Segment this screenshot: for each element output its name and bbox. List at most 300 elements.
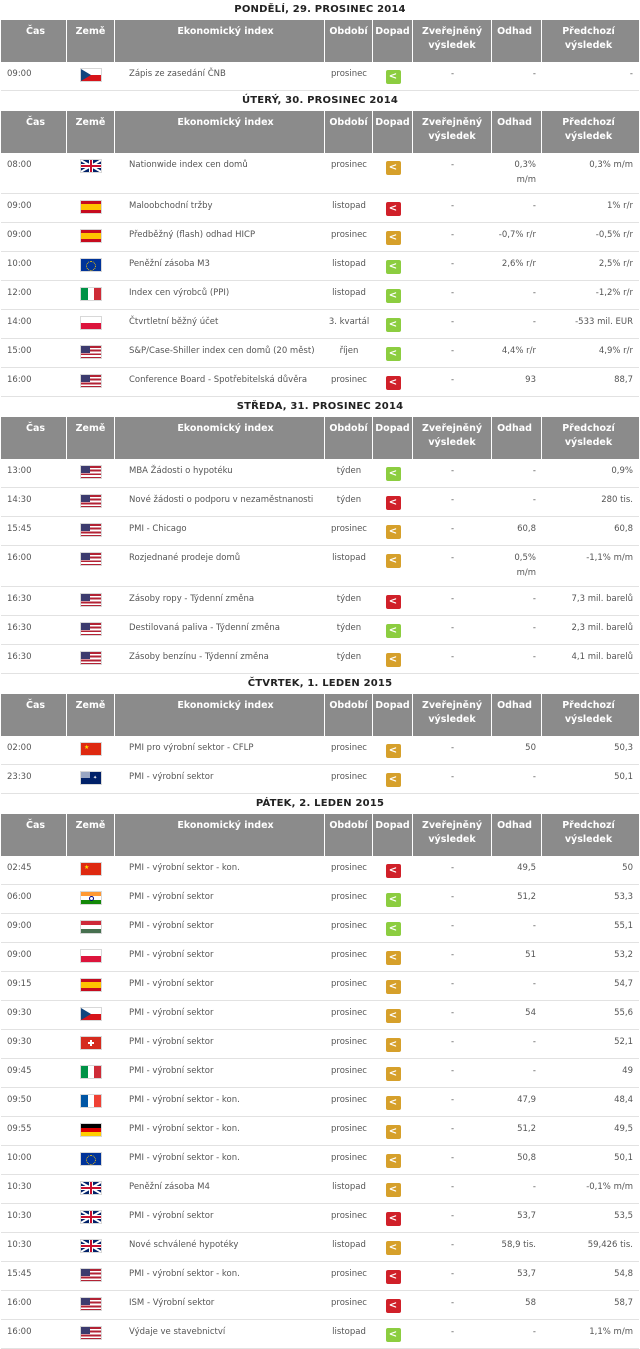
previous-value: 4,1 mil. barelů: [571, 652, 633, 662]
event-time: 09:00: [7, 201, 32, 211]
indicator-name: Zápis ze zasedání ČNB: [129, 69, 226, 79]
country-cell: [67, 1233, 115, 1261]
indicator-name: Rozjednané prodeje domů: [129, 553, 241, 563]
header-time: Čas: [1, 814, 67, 856]
table-row[interactable]: [1, 1262, 639, 1291]
header-previous: Předchozí výsledek: [562, 117, 615, 142]
country-cell: [67, 194, 115, 222]
impact-cell: [373, 1204, 413, 1232]
country-cell: [67, 459, 115, 487]
flag-us-icon: [80, 374, 102, 388]
impact-cell: [373, 194, 413, 222]
indicator-name: PMI - výrobní sektor: [129, 892, 214, 902]
actual-value: -: [450, 259, 455, 269]
impact-low-icon: <: [386, 347, 401, 361]
period: týden: [336, 495, 362, 505]
event-time: 09:15: [7, 979, 32, 989]
flag-gb-icon: [80, 1181, 102, 1195]
estimate-value: 47,9: [517, 1095, 536, 1105]
country-cell: [67, 1146, 115, 1174]
indicator-name: PMI - výrobní sektor - kon.: [129, 1124, 240, 1134]
impact-cell: [373, 1320, 413, 1348]
impact-medium-icon: <: [386, 1096, 401, 1110]
estimate-value: 0,3% m/m: [514, 160, 536, 185]
table-row[interactable]: [1, 587, 639, 616]
table-row[interactable]: [1, 1320, 639, 1349]
period: listopad: [332, 553, 366, 563]
event-time: 16:00: [7, 1327, 32, 1337]
period: týden: [336, 594, 362, 604]
impact-cell: [373, 459, 413, 487]
flag-de-icon: [80, 1123, 102, 1137]
actual-value: -: [450, 375, 455, 385]
impact-medium-icon: <: [386, 980, 401, 994]
previous-value: 50,1: [614, 1153, 633, 1163]
actual-value: -: [450, 553, 455, 563]
actual-value: -: [450, 201, 455, 211]
estimate-value: 58,9 tis.: [501, 1240, 536, 1250]
estimate-value: 53,7: [517, 1269, 536, 1279]
table-row[interactable]: [1, 546, 639, 587]
impact-cell: [373, 856, 413, 884]
table-row[interactable]: [1, 736, 639, 765]
previous-value: 60,8: [614, 524, 633, 534]
indicator-name: PMI - výrobní sektor - kon.: [129, 1153, 240, 1163]
table-row[interactable]: [1, 645, 639, 674]
table-row[interactable]: [1, 972, 639, 1001]
actual-value: -: [450, 1066, 455, 1076]
period: prosinec: [331, 921, 367, 931]
table-row[interactable]: [1, 1059, 639, 1088]
actual-value: -: [450, 1240, 455, 1250]
impact-medium-icon: <: [386, 1183, 401, 1197]
table-row[interactable]: [1, 1175, 639, 1204]
impact-low-icon: <: [386, 1328, 401, 1342]
table-row[interactable]: [1, 1117, 639, 1146]
impact-cell: [373, 517, 413, 545]
previous-value: 50,1: [614, 772, 633, 782]
header-country: Země: [67, 694, 115, 736]
actual-value: -: [450, 495, 455, 505]
flag-us-icon: [80, 523, 102, 537]
indicator-name: Conference Board - Spotřebitelská důvěra: [129, 375, 308, 385]
actual-value: -: [450, 346, 455, 356]
indicator-name: Čtvrtletní běžný účet: [129, 317, 219, 327]
impact-low-icon: <: [386, 893, 401, 907]
event-time: 09:30: [7, 1037, 32, 1047]
table-row[interactable]: [1, 339, 639, 368]
indicator-name: PMI - výrobní sektor: [129, 772, 214, 782]
actual-value: -: [450, 652, 455, 662]
indicator-name: PMI - výrobní sektor - kon.: [129, 1269, 240, 1279]
period: prosinec: [331, 950, 367, 960]
estimate-value: 51: [525, 950, 536, 960]
flag-es-icon: [80, 200, 102, 214]
country-cell: [67, 339, 115, 367]
estimate-value: -: [532, 1182, 536, 1192]
indicator-name: Předběžný (flash) odhad HICP: [129, 230, 256, 240]
indicator-name: PMI - výrobní sektor: [129, 1211, 214, 1221]
impact-low-icon: <: [386, 467, 401, 481]
table-row[interactable]: [1, 194, 639, 223]
estimate-value: 2,6% r/r: [501, 259, 536, 269]
impact-cell: [373, 1117, 413, 1145]
flag-es-icon: [80, 978, 102, 992]
indicator-name: Maloobchodní tržby: [129, 201, 213, 211]
header-impact: Dopad: [373, 417, 413, 459]
header-indicator: Ekonomický index: [115, 694, 325, 736]
previous-value: 0,3% m/m: [589, 160, 633, 170]
event-time: 14:30: [7, 495, 32, 505]
actual-value: -: [450, 288, 455, 298]
header-country: Země: [67, 111, 115, 153]
indicator-name: Výdaje ve stavebnictví: [129, 1327, 226, 1337]
event-time: 13:00: [7, 466, 32, 476]
header-impact: Dopad: [373, 111, 413, 153]
country-cell: [67, 1117, 115, 1145]
period: prosinec: [331, 743, 367, 753]
day-title: STŘEDA, 31. PROSINEC 2014: [236, 401, 404, 412]
indicator-name: PMI - Chicago: [129, 524, 187, 534]
country-cell: [67, 1030, 115, 1058]
flag-us-icon: [80, 1326, 102, 1340]
actual-value: -: [450, 160, 455, 170]
flag-us-icon: [80, 552, 102, 566]
estimate-value: 0,5% m/m: [514, 553, 536, 578]
estimate-value: 50: [525, 743, 536, 753]
flag-cz-icon: [80, 1007, 102, 1021]
impact-high-icon: <: [386, 595, 401, 609]
impact-cell: [373, 736, 413, 764]
indicator-name: PMI pro výrobní sektor - CFLP: [129, 743, 254, 753]
period: listopad: [332, 259, 366, 269]
country-cell: [67, 972, 115, 1000]
event-time: 16:30: [7, 594, 32, 604]
country-cell: [67, 885, 115, 913]
period: listopad: [332, 1182, 366, 1192]
event-time: 06:00: [7, 892, 32, 902]
impact-medium-icon: <: [386, 554, 401, 568]
previous-value: 49: [622, 1066, 633, 1076]
flag-es-icon: [80, 229, 102, 243]
country-cell: [67, 62, 115, 90]
event-time: 10:30: [7, 1211, 32, 1221]
event-time: 10:30: [7, 1240, 32, 1250]
header-indicator: Ekonomický index: [115, 417, 325, 459]
table-row[interactable]: [1, 1088, 639, 1117]
previous-value: -1,2% r/r: [595, 288, 633, 298]
indicator-name: Nationwide index cen domů: [129, 160, 248, 170]
country-cell: [67, 1291, 115, 1319]
indicator-name: MBA Žádosti o hypotéku: [129, 466, 233, 476]
period: listopad: [332, 201, 366, 211]
header-country: Země: [67, 814, 115, 856]
table-row[interactable]: [1, 1146, 639, 1175]
period: prosinec: [331, 1008, 367, 1018]
table-header: [1, 417, 639, 459]
country-cell: [67, 616, 115, 644]
table-row[interactable]: [1, 488, 639, 517]
impact-low-icon: <: [386, 922, 401, 936]
event-time: 09:00: [7, 69, 32, 79]
period: prosinec: [331, 1095, 367, 1105]
period: listopad: [332, 1327, 366, 1337]
event-time: 09:00: [7, 921, 32, 931]
header-period: Období: [325, 111, 373, 153]
table-row[interactable]: [1, 517, 639, 546]
header-actual: Zveřejněný výsledek: [413, 694, 492, 736]
flag-gb-icon: [80, 1239, 102, 1253]
header-actual: Zveřejněný výsledek: [413, 20, 492, 62]
event-time: 16:30: [7, 623, 32, 633]
estimate-value: -: [532, 317, 536, 327]
indicator-name: S&P/Case-Shiller index cen domů (20 měst): [129, 346, 315, 356]
table-row[interactable]: [1, 281, 639, 310]
header-estimate: Odhad: [492, 20, 542, 62]
flag-pl-icon: [80, 316, 102, 330]
actual-value: -: [450, 743, 455, 753]
country-cell: [67, 1320, 115, 1348]
previous-value: 53,2: [614, 950, 633, 960]
estimate-value: -: [532, 979, 536, 989]
header-previous: Předchozí výsledek: [562, 820, 615, 845]
country-cell: [67, 1204, 115, 1232]
impact-low-icon: <: [386, 70, 401, 84]
impact-cell: [373, 587, 413, 615]
estimate-value: -: [532, 623, 536, 633]
event-time: 09:30: [7, 1008, 32, 1018]
event-time: 15:00: [7, 346, 32, 356]
estimate-value: -: [532, 1327, 536, 1337]
period: týden: [336, 652, 362, 662]
country-cell: [67, 310, 115, 338]
table-row[interactable]: [1, 153, 639, 194]
header-estimate: Odhad: [492, 417, 542, 459]
actual-value: -: [450, 1008, 455, 1018]
previous-value: -1,1% m/m: [586, 553, 633, 563]
estimate-value: -: [532, 495, 536, 505]
period: prosinec: [331, 375, 367, 385]
header-previous: Předchozí výsledek: [562, 700, 615, 725]
table-row[interactable]: [1, 943, 639, 972]
country-cell: [67, 765, 115, 793]
impact-cell: [373, 943, 413, 971]
table-row[interactable]: [1, 223, 639, 252]
table-row[interactable]: [1, 1291, 639, 1320]
country-cell: [67, 587, 115, 615]
impact-cell: [373, 252, 413, 280]
header-impact: Dopad: [373, 20, 413, 62]
previous-value: 2,3 mil. barelů: [571, 623, 633, 633]
country-cell: [67, 645, 115, 673]
day-title: PÁTEK, 2. LEDEN 2015: [255, 798, 385, 809]
previous-value: 52,1: [614, 1037, 633, 1047]
day-section: [0, 0, 640, 91]
country-cell: [67, 1001, 115, 1029]
day-title: ČTVRTEK, 1. LEDEN 2015: [247, 678, 393, 689]
flag-us-icon: [80, 494, 102, 508]
previous-value: 50,3: [614, 743, 633, 753]
header-previous: Předchozí výsledek: [562, 423, 615, 448]
impact-cell: [373, 972, 413, 1000]
actual-value: -: [450, 594, 455, 604]
flag-eu-icon: [80, 258, 102, 272]
table-row[interactable]: [1, 885, 639, 914]
impact-medium-icon: <: [386, 1154, 401, 1168]
estimate-value: 51,2: [517, 1124, 536, 1134]
impact-cell: [373, 310, 413, 338]
previous-value: 55,1: [614, 921, 633, 931]
period: prosinec: [331, 230, 367, 240]
period: prosinec: [331, 69, 367, 79]
indicator-name: Destilovaná paliva - Týdenní změna: [129, 623, 280, 633]
period: prosinec: [331, 1124, 367, 1134]
impact-medium-icon: <: [386, 1009, 401, 1023]
event-time: 09:45: [7, 1066, 32, 1076]
actual-value: -: [450, 1327, 455, 1337]
impact-cell: [373, 1030, 413, 1058]
event-time: 16:30: [7, 652, 32, 662]
flag-it-icon: [80, 287, 102, 301]
previous-value: -0,5% r/r: [595, 230, 633, 240]
flag-us-icon: [80, 651, 102, 665]
estimate-value: -: [532, 288, 536, 298]
impact-cell: [373, 488, 413, 516]
actual-value: -: [450, 1182, 455, 1192]
impact-high-icon: <: [386, 1212, 401, 1226]
table-row[interactable]: [1, 252, 639, 281]
indicator-name: PMI - výrobní sektor - kon.: [129, 1095, 240, 1105]
flag-us-icon: [80, 593, 102, 607]
impact-high-icon: <: [386, 496, 401, 510]
previous-value: 53,3: [614, 892, 633, 902]
actual-value: -: [450, 524, 455, 534]
previous-value: 50: [622, 863, 633, 873]
event-time: 23:30: [7, 772, 32, 782]
country-cell: [67, 517, 115, 545]
flag-us-icon: [80, 1297, 102, 1311]
impact-cell: [373, 885, 413, 913]
impact-cell: [373, 645, 413, 673]
impact-medium-icon: <: [386, 744, 401, 758]
previous-value: 2,5% r/r: [598, 259, 633, 269]
table-row[interactable]: [1, 368, 639, 397]
estimate-value: 50,8: [517, 1153, 536, 1163]
impact-medium-icon: <: [386, 1241, 401, 1255]
previous-value: 48,4: [614, 1095, 633, 1105]
indicator-name: PMI - výrobní sektor: [129, 950, 214, 960]
indicator-name: PMI - výrobní sektor: [129, 979, 214, 989]
header-time: Čas: [1, 694, 67, 736]
actual-value: -: [450, 1211, 455, 1221]
indicator-name: PMI - výrobní sektor - kon.: [129, 863, 240, 873]
event-time: 09:50: [7, 1095, 32, 1105]
period: listopad: [332, 288, 366, 298]
flag-gb-icon: [80, 1210, 102, 1224]
previous-value: 58,7: [614, 1298, 633, 1308]
country-cell: [67, 488, 115, 516]
country-cell: [67, 943, 115, 971]
impact-cell: [373, 1233, 413, 1261]
previous-value: -533 mil. EUR: [575, 317, 633, 327]
impact-cell: [373, 1001, 413, 1029]
impact-high-icon: <: [386, 1299, 401, 1313]
event-time: 16:00: [7, 553, 32, 563]
flag-fr-icon: [80, 1094, 102, 1108]
previous-value: 54,7: [614, 979, 633, 989]
event-time: 16:00: [7, 1298, 32, 1308]
impact-cell: [373, 339, 413, 367]
impact-high-icon: <: [386, 1270, 401, 1284]
impact-cell: [373, 153, 413, 193]
impact-cell: [373, 1059, 413, 1087]
period: prosinec: [331, 1269, 367, 1279]
impact-low-icon: <: [386, 624, 401, 638]
actual-value: -: [450, 950, 455, 960]
event-time: 15:45: [7, 524, 32, 534]
table-row[interactable]: [1, 1001, 639, 1030]
impact-cell: [373, 914, 413, 942]
impact-medium-icon: <: [386, 653, 401, 667]
table-row[interactable]: [1, 616, 639, 645]
event-time: 09:00: [7, 950, 32, 960]
impact-medium-icon: <: [386, 773, 401, 787]
flag-ch-icon: [80, 1036, 102, 1050]
previous-value: 55,6: [614, 1008, 633, 1018]
table-row[interactable]: [1, 856, 639, 885]
table-row[interactable]: [1, 1030, 639, 1059]
indicator-name: Peněžní zásoba M3: [129, 259, 210, 269]
period: prosinec: [331, 1211, 367, 1221]
table-row[interactable]: [1, 1233, 639, 1262]
header-period: Období: [325, 20, 373, 62]
period: prosinec: [331, 863, 367, 873]
estimate-value: -: [532, 594, 536, 604]
estimate-value: -: [532, 921, 536, 931]
actual-value: -: [450, 1269, 455, 1279]
indicator-name: Index cen výrobců (PPI): [129, 288, 230, 298]
event-time: 02:00: [7, 743, 32, 753]
period: prosinec: [331, 979, 367, 989]
country-cell: [67, 736, 115, 764]
flag-it-icon: [80, 1065, 102, 1079]
flag-us-icon: [80, 465, 102, 479]
table-row[interactable]: [1, 459, 639, 488]
table-row[interactable]: [1, 765, 639, 794]
actual-value: -: [450, 466, 455, 476]
table-row[interactable]: [1, 1204, 639, 1233]
table-row[interactable]: [1, 310, 639, 339]
period: prosinec: [331, 1037, 367, 1047]
table-header: [1, 814, 639, 856]
header-time: Čas: [1, 111, 67, 153]
table-row[interactable]: [1, 914, 639, 943]
table-header: [1, 111, 639, 153]
estimate-value: -: [532, 772, 536, 782]
country-cell: [67, 153, 115, 193]
indicator-name: Zásoby benzínu - Týdenní změna: [129, 652, 269, 662]
header-impact: Dopad: [373, 694, 413, 736]
header-period: Období: [325, 417, 373, 459]
estimate-value: -: [532, 652, 536, 662]
table-row[interactable]: [1, 62, 639, 91]
day-section: [0, 397, 640, 674]
header-estimate: Odhad: [492, 111, 542, 153]
day-title: PONDĚLÍ, 29. PROSINEC 2014: [234, 4, 406, 15]
indicator-name: Nové schválené hypotéky: [129, 1240, 239, 1250]
previous-value: -: [629, 69, 633, 79]
impact-cell: [373, 616, 413, 644]
